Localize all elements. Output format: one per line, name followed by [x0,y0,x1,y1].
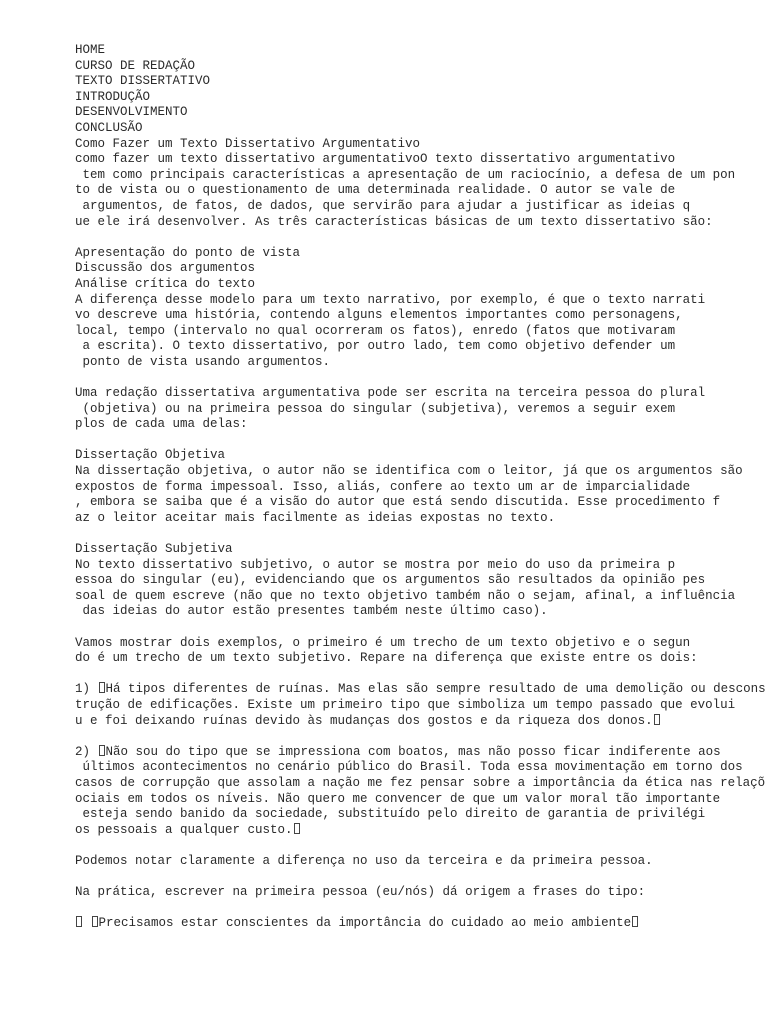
missing-glyph-icon [92,916,98,927]
characteristic-item: Discussão dos argumentos [75,261,256,276]
intro-line: tem como principais características a apresentação de um raciocínio, a defesa de um pon [75,167,736,182]
missing-glyph-icon [99,745,105,756]
spacer [75,901,768,917]
difference-line: ponto de vista usando argumentos. [75,354,331,369]
characteristic-item: Análise crítica do texto [75,276,256,291]
persons-line: plos de cada uma delas: [75,417,248,432]
example1-last-line [75,714,768,730]
objective-line: , embora se saiba que é a visão do autor que está sendo discutida. Esse procedimento f [75,495,721,510]
missing-glyph-icon [99,682,105,693]
nav-texto-link[interactable]: TEXTO DISSERTATIVO [75,74,211,89]
examples-intro-line: do é um trecho de um texto subjetivo. Repare na diferença que existe entre os dois: [75,651,698,666]
characteristic-item: Apresentação do ponto de vista [75,245,301,260]
example2-line: ociais em todos os níveis. Não quero me convencer de que um valor moral tão importante [75,791,721,806]
example1-line: trução de edificações. Existe um primeiro tipo que simboliza um tempo passado que evolui [75,697,736,712]
spacer [75,620,768,636]
persons-line: Uma redação dissertativa argumentativa pode ser escrita na terceira pessoa do plural [75,386,706,401]
example2-number: 2) [75,744,98,759]
nav-curso-link[interactable]: CURSO DE REDAÇÃO [75,58,196,73]
intro-line: to de vista ou o questionamento de uma determinada realidade. O autor se vale de [75,183,676,198]
subjective-heading: Dissertação Subjetiva [75,542,233,556]
example1-text: Há tipos diferentes de ruínas. Mas elas são sempre resultado de uma demolição ou descons [105,682,766,697]
subjective-line: soal de quem escreve (não que no texto objetivo também não o sejam, afinal, a influência [75,588,736,603]
nav-conclusao-link[interactable]: CONCLUSÃO [75,120,143,135]
example2-last-line [75,823,768,839]
spacer [75,667,768,683]
spacer [75,433,768,449]
difference-line: vo descreve uma história, contendo alguns elementos importantes como personagens, [75,308,683,323]
practice-example-text: Precisamos estar conscientes da importância do cuidado ao meio ambiente [98,916,632,931]
difference-line: A diferença desse modelo para um texto narrativo, por exemplo, é que o texto narrati [75,292,706,307]
nav-home-link[interactable]: HOME [75,43,106,57]
example2-text: os pessoais a qualquer custo. [75,822,293,837]
nav-introducao-link[interactable]: INTRODUÇÃO [75,89,151,104]
objective-heading: Dissertação Objetiva [75,448,226,463]
missing-glyph-icon [294,823,300,834]
difference-line: local, tempo (intervalo no qual ocorreram os fatos), enredo (fatos que motivaram [75,323,676,338]
conclusion-note: Podemos notar claramente a diferença no uso da terceira e da primeira pessoa. [75,853,653,868]
subjective-line: No texto dissertativo subjetivo, o autor se mostra por meio do uso da primeira p [75,557,676,572]
difference-line: a escrita). O texto dissertativo, por outro lado, tem como objetivo defender um [75,339,676,354]
missing-glyph-icon [654,714,660,725]
spacer [75,526,768,542]
article-title: Como Fazer um Texto Dissertativo Argumentativo [75,136,421,151]
example2-first-line [75,745,768,761]
spacer [75,729,768,745]
example1-number: 1) [75,682,98,697]
spacer [75,869,768,885]
objective-line: az o leitor aceitar mais facilmente as ideias expostas no texto. [75,510,556,525]
spacer [75,370,768,386]
subjective-line: essoa do singular (eu), evidenciando que os argumentos são resultados da opinião pes [75,573,706,588]
spacer [75,838,768,854]
missing-glyph-icon [632,916,638,927]
nav-desenvolvimento-link[interactable]: DESENVOLVIMENTO [75,105,188,120]
intro-line: ue ele irá desenvolver. As três características básicas de um texto dissertativo são: [75,214,713,229]
subjective-line: das ideias do autor estão presentes também neste último caso). [75,604,548,619]
example1-first-line [75,682,768,698]
missing-glyph-icon [76,916,82,927]
example1-text: u e foi deixando ruínas devido às mudanças dos gostos e da riqueza dos donos. [75,713,653,728]
persons-line: (objetiva) ou na primeira pessoa do singular (subjetiva), veremos a seguir exem [75,401,676,416]
example2-line: últimos acontecimentos no cenário público do Brasil. Toda essa movimentação em torno dos [75,760,743,775]
example2-line: esteja sendo banido da sociedade, substituído pelo direito de garantia de privilégi [75,807,706,822]
intro-line: argumentos, de fatos, de dados, que servirão para ajudar a justificar as ideias q [75,198,691,213]
intro-line: como fazer um texto dissertativo argumentativoO texto dissertativo argumentativo [75,152,676,167]
objective-line: Na dissertação objetiva, o autor não se identifica com o leitor, já que os argumentos são [75,464,743,479]
examples-intro-line: Vamos mostrar dois exemplos, o primeiro é um trecho de um texto objetivo e o segun [75,635,691,650]
spacer [75,230,768,246]
practice-example-line [75,916,768,932]
example2-text: Não sou do tipo que se impressiona com boatos, mas não posso ficar indiferente aos [105,744,721,759]
document-page [75,43,768,932]
practice-line: Na prática, escrever na primeira pessoa (eu/nós) dá origem a frases do tipo: [75,885,646,900]
objective-line: expostos de forma impessoal. Isso, aliás, confere ao texto um ar de imparcialidade [75,479,691,494]
example2-line: casos de corrupção que assolam a nação me fez pensar sobre a importância da ética nas relaçõ [75,775,766,790]
